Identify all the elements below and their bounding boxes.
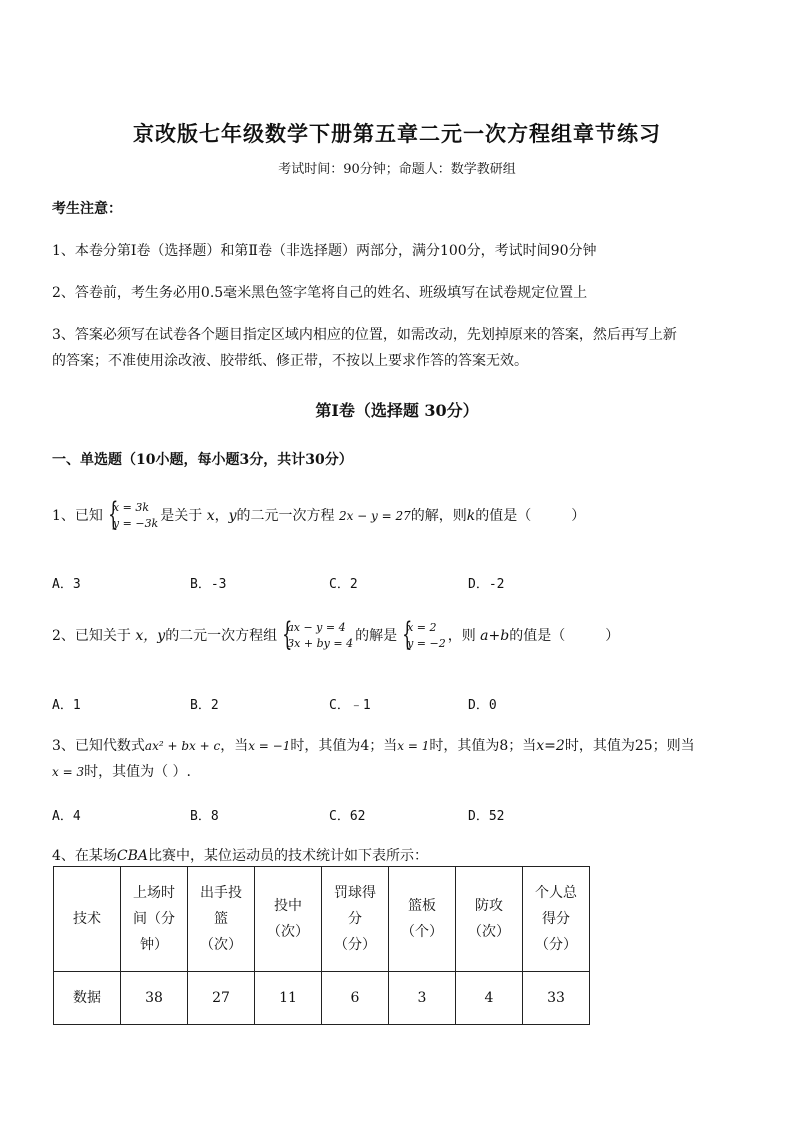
- header-made-line-1: 投中: [274, 898, 302, 914]
- q2-system-line-1: { ax − y = 4: [287, 621, 346, 634]
- notice-heading: 考生注意：: [52, 201, 122, 217]
- q1-text-1: 是关于: [160, 508, 203, 524]
- value-rebounds: 3: [389, 972, 456, 1025]
- header-attempts-line-1: 出手投: [200, 885, 242, 901]
- q2-text-2: 的解是: [355, 628, 398, 644]
- q2-option-d[interactable]: D．0: [468, 698, 497, 713]
- stats-data-row: [54, 972, 590, 1025]
- header-attempts-line-3: （次）: [200, 937, 242, 953]
- notice-item-2: 2、答卷前，考生务必用0.5毫米黑色签字笔将自己的姓名、班级填写在试卷规定位置上: [52, 285, 588, 301]
- q1-option-a[interactable]: A．3: [52, 577, 81, 592]
- header-minutes-line-2: 间（分: [133, 911, 175, 927]
- header-made: [255, 867, 322, 972]
- question-3: [52, 733, 752, 785]
- q2-solution-system: [399, 620, 446, 652]
- value-made: 11: [255, 972, 322, 1025]
- q3-text-3: 时，其值为8；当: [429, 738, 537, 754]
- q1-equation: 2x − y = 27: [338, 509, 411, 523]
- header-rebounds-line-2: （个）: [401, 924, 443, 940]
- q1-var-y: y: [228, 508, 237, 524]
- q2-option-a[interactable]: A．1: [52, 698, 81, 713]
- q3-option-b[interactable]: B．8: [190, 809, 219, 824]
- q1-option-b[interactable]: B．-3: [190, 577, 227, 592]
- q1-system-line-1: { x = 3k: [112, 501, 149, 514]
- q1-comma: ，: [214, 508, 229, 524]
- header-total-line-3: （分）: [535, 937, 577, 953]
- q4-prefix: 4、在某场: [52, 848, 117, 864]
- value-defense: 4: [456, 972, 523, 1025]
- value-free-throws: 6: [322, 972, 389, 1025]
- header-total-line-2: 得分: [542, 911, 570, 927]
- question-1: [52, 500, 752, 532]
- header-rebounds: [389, 867, 456, 972]
- exam-info: 考试时间：90分钟；命题人：数学教研组: [278, 162, 516, 177]
- notice-item-3-line-2: 的答案；不准使用涂改液、胶带纸、修正带，不按以上要求作答的答案无效。: [52, 353, 528, 369]
- header-free-throws-line-2: 分: [348, 911, 362, 927]
- q1-equation-system: [105, 500, 158, 532]
- q2-text-1: 的二元一次方程组: [165, 628, 278, 644]
- header-defense-line-1: 防攻: [475, 898, 503, 914]
- q2-option-c[interactable]: C．﹣1: [329, 698, 371, 713]
- q3-option-c[interactable]: C．62: [329, 809, 366, 824]
- q3-prefix: 3、已知代数式: [52, 738, 145, 754]
- section-title: 第Ⅰ卷（选择题 30分）: [315, 401, 479, 420]
- q3-condition-2: x = 1: [397, 739, 430, 753]
- value-attempts: 27: [188, 972, 255, 1025]
- q4-text: 比赛中，某位运动员的技术统计如下表所示：: [148, 848, 429, 864]
- row-label: 数据: [54, 972, 121, 1025]
- q3-option-d[interactable]: D．52: [468, 809, 505, 824]
- notice-item-1: 1、本卷分第Ⅰ卷（选择题）和第Ⅱ卷（非选择题）两部分，满分100分，考试时间90分钟: [52, 243, 597, 259]
- header-defense-line-2: （次）: [468, 924, 510, 940]
- header-rebounds-line-1: 篮板: [408, 898, 436, 914]
- q3-condition-1: x = −1: [248, 739, 291, 753]
- q1-prefix: 1、已知: [52, 508, 103, 524]
- q1-text-2: 的二元一次方程: [236, 508, 335, 524]
- q1-option-d[interactable]: D．-2: [468, 577, 505, 592]
- q1-var-k: k: [466, 508, 476, 524]
- q2-text-4: 的值是（: [509, 628, 566, 644]
- value-minutes: 38: [121, 972, 188, 1025]
- q3-condition-4: x = 3: [52, 765, 85, 779]
- q2-equation-system: [279, 620, 353, 652]
- header-total-line-1: 个人总: [535, 885, 577, 901]
- header-minutes-line-1: 上场时: [133, 885, 175, 901]
- q2-vars: x，y: [135, 628, 166, 644]
- q1-system-line-2: y = −3k: [112, 517, 159, 530]
- q2-prefix: 2、已知关于: [52, 628, 131, 644]
- q2-option-b[interactable]: B．2: [190, 698, 219, 713]
- header-skill: [54, 867, 121, 972]
- q1-var-x: x: [206, 508, 215, 524]
- part-title: 一、单选题（10小题，每小题3分，共计30分）: [52, 452, 353, 468]
- q3-condition-3: x=2: [536, 738, 565, 754]
- q3-option-a[interactable]: A．4: [52, 809, 81, 824]
- question-2: [52, 620, 752, 652]
- q3-text-5: 时，其值为（ ）.: [84, 764, 191, 780]
- q1-close-paren: ）: [571, 508, 586, 524]
- header-attempts: [188, 867, 255, 972]
- q1-option-c[interactable]: C．2: [329, 577, 358, 592]
- value-total-points: 33: [523, 972, 590, 1025]
- question-4: [52, 845, 752, 865]
- q2-solution-line-2: y = −2: [407, 637, 446, 650]
- stats-table: [53, 866, 590, 1025]
- q2-text-3: ，则: [447, 628, 476, 644]
- q3-text-2: 时，其值为4；当: [290, 738, 398, 754]
- q4-cba: CBA: [116, 848, 149, 864]
- q3-text-4: 时，其值为25；则当: [564, 738, 695, 754]
- header-defense: [456, 867, 523, 972]
- q1-text-4: 的值是（: [475, 508, 532, 524]
- q2-expression: a+b: [480, 628, 510, 644]
- header-skill-line-1: 技术: [73, 911, 101, 927]
- q3-expression: ax² + bx + c: [144, 739, 221, 753]
- q2-solution-line-1: { x = 2: [407, 621, 437, 634]
- q3-text-1: ，当: [220, 738, 249, 754]
- q2-close-paren: ）: [605, 628, 620, 644]
- header-free-throws-line-1: 罚球得: [334, 885, 376, 901]
- header-minutes-line-3: 钟）: [140, 937, 168, 953]
- header-free-throws: [322, 867, 389, 972]
- header-total-points: [523, 867, 590, 972]
- header-made-line-2: （次）: [267, 924, 309, 940]
- q1-text-3: 的解，则: [410, 508, 467, 524]
- page-title: 京改版七年级数学下册第五章二元一次方程组章节练习: [133, 121, 661, 146]
- header-minutes: [121, 867, 188, 972]
- header-free-throws-line-3: （分）: [334, 937, 376, 953]
- q2-system-line-2: 3x + by = 4: [287, 637, 354, 650]
- notice-item-3-line-1: 3、答案必须写在试卷各个题目指定区域内相应的位置，如需改动，先划掉原来的答案，然后再写上新: [52, 327, 677, 343]
- header-attempts-line-2: 篮: [214, 911, 228, 927]
- stats-header-row: [54, 867, 590, 972]
